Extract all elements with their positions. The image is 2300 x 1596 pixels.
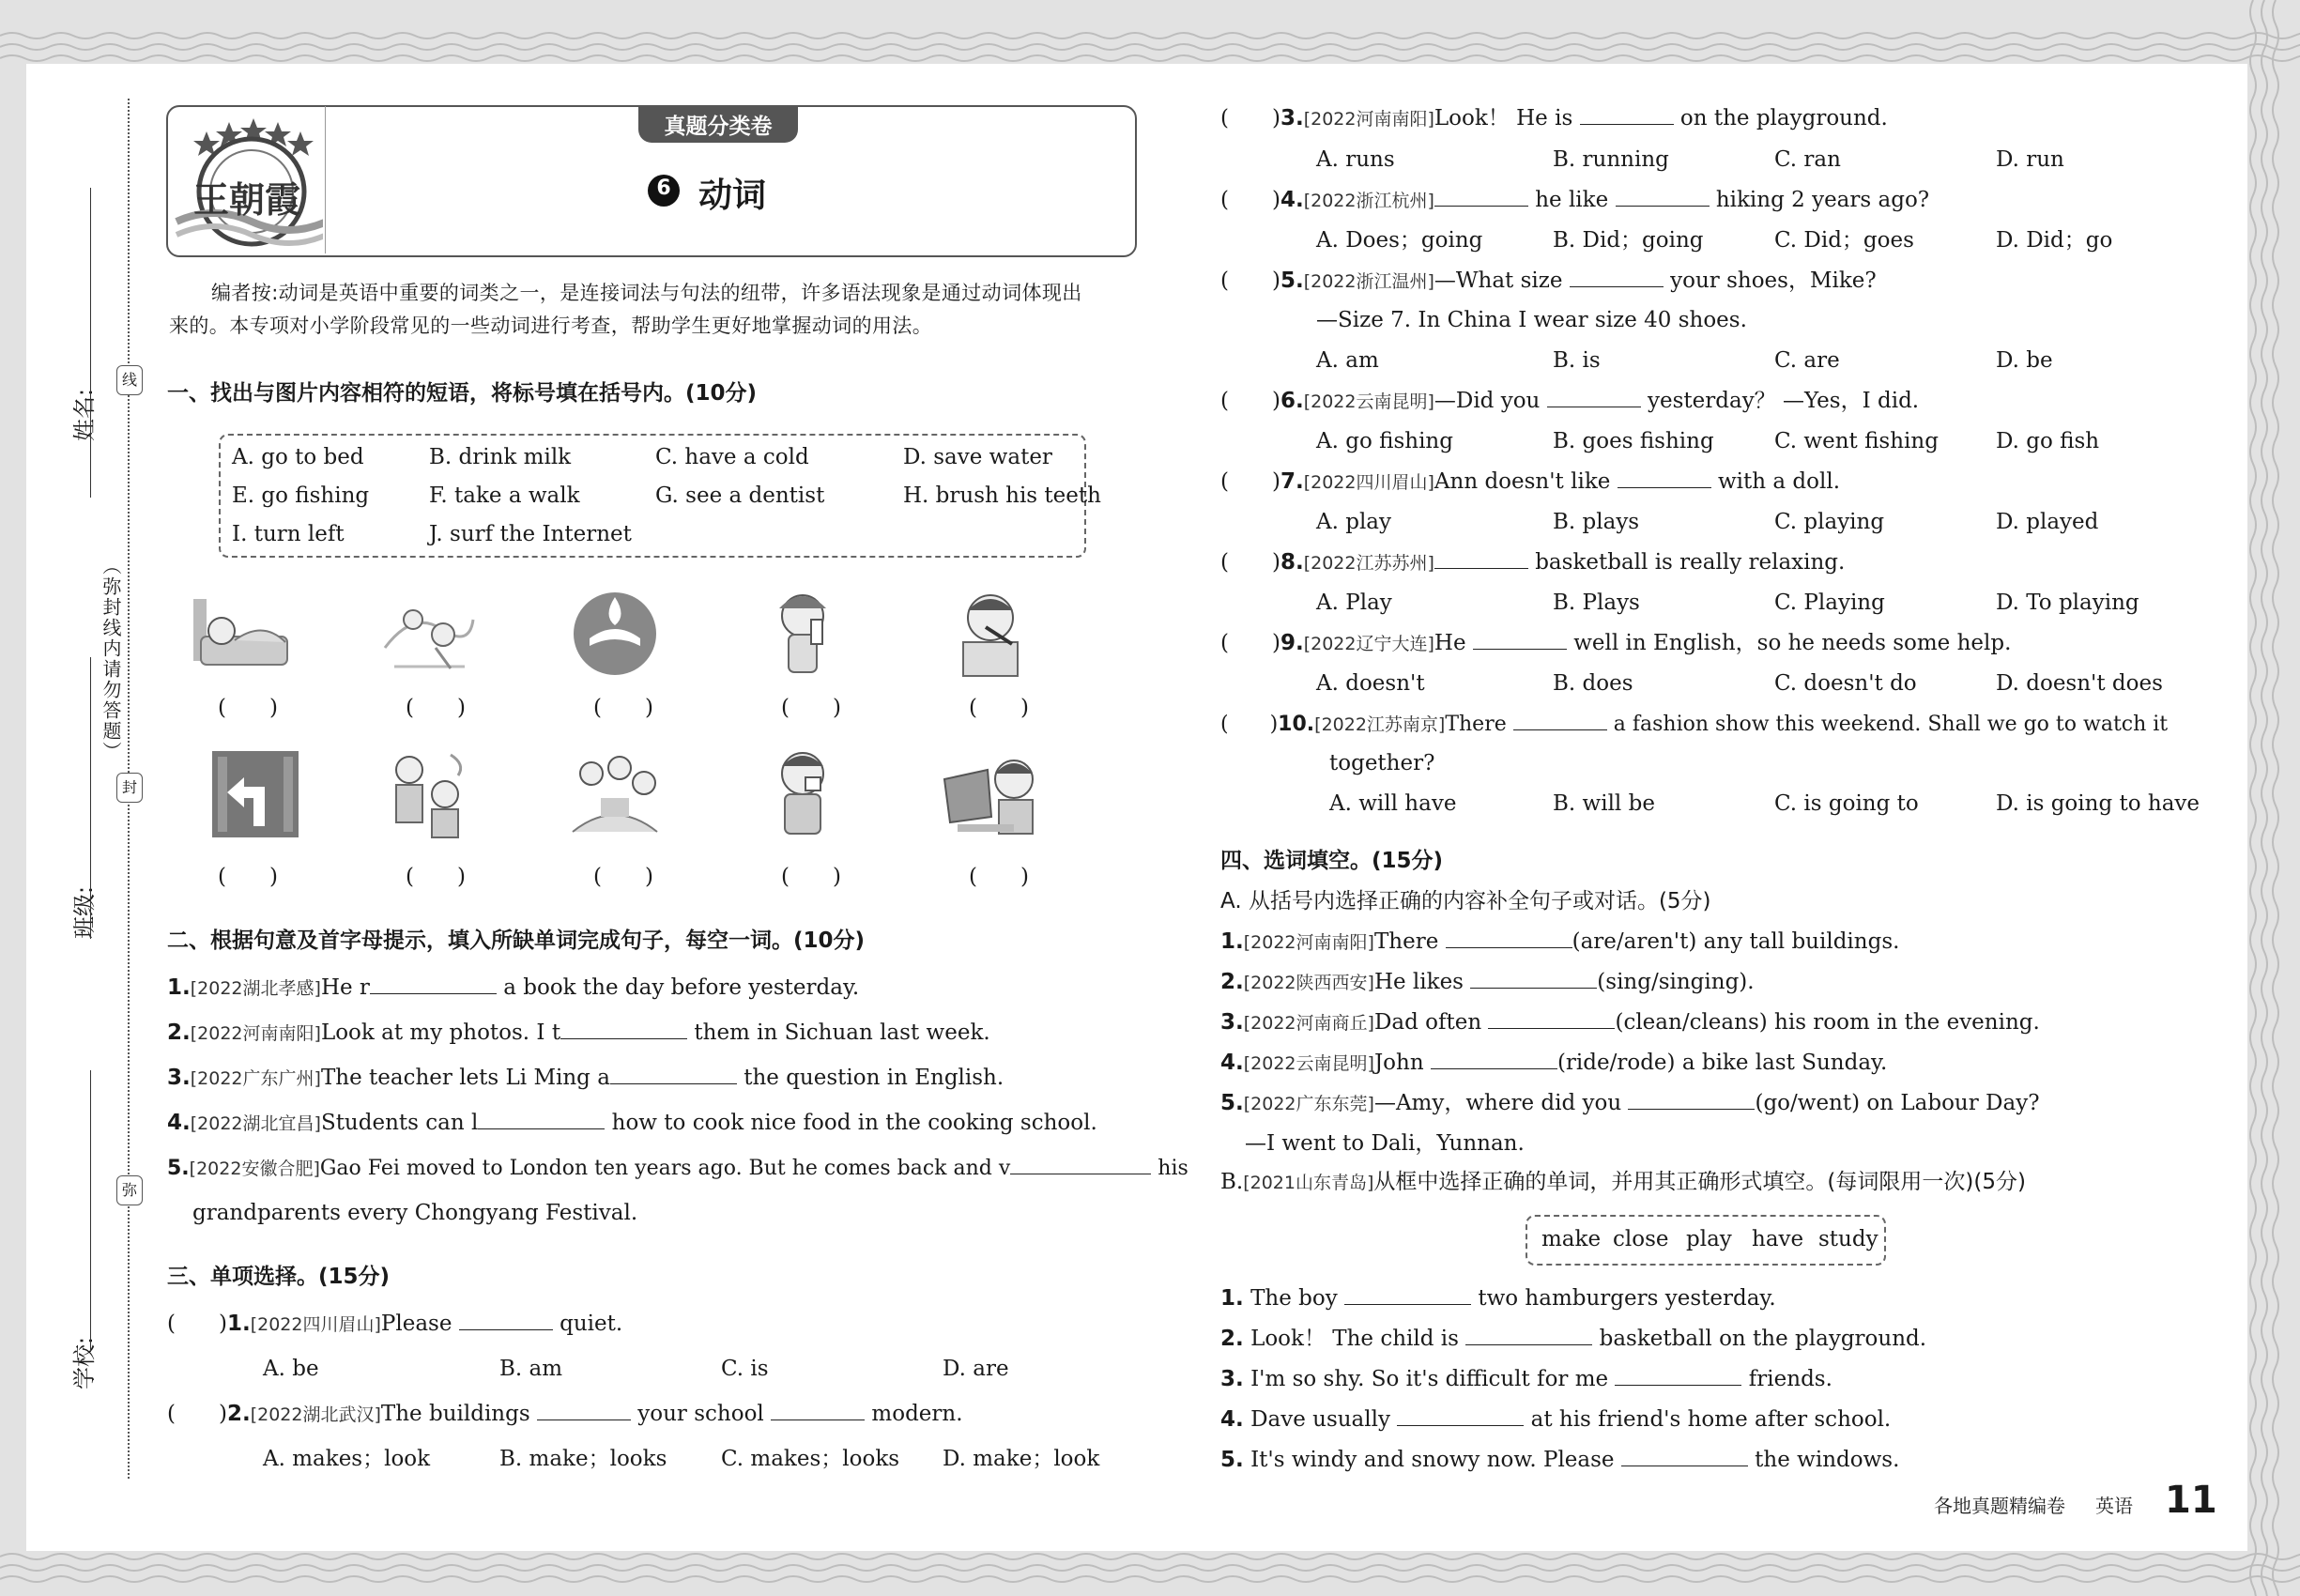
part1-title: 一、找出与图片内容相符的短语，将标号填在括号内。(10分) — [167, 381, 758, 406]
seal-mark-line: 线 — [116, 365, 143, 395]
p3-opt: C. makes；looks — [721, 1447, 900, 1471]
p3-opt: A. be — [263, 1357, 319, 1381]
answer-paren[interactable]: ( ) — [781, 696, 841, 720]
answer-paren[interactable]: ( ) — [593, 865, 653, 889]
p3-opt: D. To playing — [1996, 591, 2139, 615]
p3-opt: D. doesn't does — [1996, 671, 2163, 696]
answer-paren[interactable]: ( ) — [1220, 631, 1280, 655]
p3-item-10: ( )10.[2022江苏南京]There a fashion show this weekend. Shall we go to watch it — [1220, 713, 2169, 736]
phrase-option: F. take a walk — [429, 483, 580, 508]
p3-opt: B. Did；going — [1553, 228, 1704, 253]
footer-subject: 英语 — [2095, 1495, 2133, 1517]
picture-children-outdoors — [376, 582, 479, 685]
p3-opt: A. Play — [1316, 591, 1392, 615]
footer-book: 各地真题精编卷 — [1934, 1495, 2065, 1517]
answer-blank[interactable] — [1470, 969, 1597, 989]
p3-opt: C. went fishing — [1774, 429, 1939, 453]
wave-line — [2250, 0, 2256, 1596]
p2-item-2: 2.[2022河南南阳]Look at my photos. I t them in Sichuan last week. — [167, 1021, 990, 1045]
p3-item-1: ( )1.[2022四川眉山]Please quiet. — [167, 1312, 623, 1336]
p3-item-10-cont: together? — [1329, 751, 1435, 775]
answer-paren[interactable]: ( ) — [593, 696, 653, 720]
brand-logo-name: 王朝霞 — [193, 179, 301, 221]
word-box-word: have — [1752, 1227, 1804, 1251]
p3-item-2: ( )2.[2022湖北武汉]The buildings your school modern. — [167, 1402, 963, 1426]
school-line — [90, 1070, 91, 1352]
picture-boy-with-cold — [751, 742, 854, 845]
answer-paren[interactable]: ( ) — [1220, 469, 1280, 494]
p3-opt: A. runs — [1316, 147, 1395, 172]
p3-opt: D. played — [1996, 510, 2099, 534]
answer-blank[interactable] — [1344, 1285, 1471, 1305]
answer-paren[interactable]: ( ) — [969, 696, 1029, 720]
answer-blank[interactable] — [560, 1020, 687, 1039]
p2-item-4: 4.[2022湖北宜昌]Students can l how to cook nice food in the cooking school. — [167, 1111, 1097, 1135]
p3-opt: D. go fish — [1996, 429, 2100, 453]
answer-blank[interactable] — [1628, 1090, 1755, 1110]
answer-paren[interactable]: ( ) — [1220, 550, 1280, 575]
phrase-option: A. go to bed — [232, 445, 364, 469]
answer-paren[interactable]: ( ) — [1220, 188, 1280, 212]
intro-line-2: 来的。本专项对小学阶段常见的一些动词进行考查，帮助学生更好地掌握动词的用法。 — [169, 315, 933, 337]
p3-item-7: ( )7.[2022四川眉山]Ann doesn't like with a doll. — [1220, 469, 1841, 494]
p3-opt: A. will have — [1329, 791, 1457, 816]
p2-item-5-cont: grandparents every Chongyang Festival. — [192, 1201, 638, 1225]
word-box-word: make — [1541, 1227, 1602, 1251]
p3-opt: D. be — [1996, 348, 2053, 373]
picture-boy-brushing-teeth — [939, 582, 1042, 685]
p4a-item-1: 1.[2022河南南阳]There (are/aren't) any tall buildings. — [1220, 929, 1900, 954]
p3-opt: A. doesn't — [1316, 671, 1425, 696]
answer-blank[interactable] — [1465, 1326, 1592, 1345]
wave-line — [2262, 0, 2267, 1596]
wave-line — [0, 1576, 2300, 1582]
phrase-option: B. drink milk — [429, 445, 572, 469]
answer-paren[interactable]: ( ) — [406, 696, 466, 720]
part3-title: 三、单项选择。(15分) — [167, 1265, 391, 1289]
p2-item-1: 1.[2022湖北孝感]He r a book the day before yesterday. — [167, 975, 860, 1000]
picture-family-activity — [376, 742, 479, 845]
answer-blank[interactable] — [1621, 1447, 1748, 1466]
answer-blank[interactable] — [1434, 187, 1528, 207]
p4a-item-4: 4.[2022云南昆明]John (ride/rode) a bike last Sunday. — [1220, 1051, 1888, 1075]
p3-opt: A. makes；look — [263, 1447, 431, 1471]
p3-opt: A. Does；going — [1316, 228, 1483, 253]
p3-opt: A. play — [1316, 510, 1392, 534]
p3-opt: D. Did；go — [1996, 228, 2113, 253]
picture-girl-drinking-milk — [751, 582, 854, 685]
p3-opt: B. is — [1553, 348, 1601, 373]
answer-blank[interactable] — [1570, 268, 1664, 287]
p4a-item-3: 3.[2022河南商丘]Dad often (clean/cleans) his room in the evening. — [1220, 1010, 2040, 1035]
word-box-word: close — [1613, 1227, 1669, 1251]
p2-item-5: 5.[2022安徽合肥]Gao Fei moved to London ten years ago. But he comes back and v his — [167, 1157, 1188, 1180]
picture-boy-at-computer — [939, 742, 1042, 845]
part2-title: 二、根据句意及首字母提示，填入所缺单词完成句子，每空一词。(10分) — [167, 928, 866, 953]
p3-opt: A. go fishing — [1316, 429, 1453, 453]
answer-blank[interactable] — [370, 974, 497, 994]
picture-water-drop-sign — [563, 582, 667, 685]
p3-item-4: ( )4.[2022浙江杭州] he like hiking 2 years ago? — [1220, 188, 1930, 212]
answer-blank[interactable] — [1446, 928, 1572, 948]
p4a-item-2: 2.[2022陕西西安]He likes (sing/singing). — [1220, 970, 1755, 994]
part4-a-title: A. 从括号内选择正确的内容补全句子或对话。(5分) — [1220, 889, 1711, 913]
p3-opt: B. plays — [1553, 510, 1640, 534]
p3-item-8: ( )8.[2022江苏苏州] basketball is really relaxing. — [1220, 550, 1846, 575]
wave-line — [0, 1554, 2300, 1559]
p3-opt: B. Plays — [1553, 591, 1640, 615]
answer-paren[interactable]: ( ) — [167, 1312, 227, 1336]
answer-blank[interactable] — [1397, 1406, 1524, 1426]
phrase-option: C. have a cold — [655, 445, 809, 469]
seal-mark-seal: 封 — [116, 773, 143, 803]
answer-blank[interactable] — [771, 1401, 865, 1420]
seal-mark-close: 弥 — [116, 1175, 143, 1205]
wave-line — [2273, 0, 2278, 1596]
phrase-option: G. see a dentist — [655, 483, 825, 508]
picture-sleeping-boy — [188, 582, 291, 685]
p4a-item-5: 5.[2022广东东莞]—Amy，where did you (go/went) on Labour Day? — [1220, 1091, 2040, 1115]
answer-paren[interactable]: ( ) — [1220, 269, 1280, 293]
p3-item-5: ( )5.[2022浙江温州]—What size your shoes，Mike? — [1220, 269, 1877, 293]
answer-paren[interactable]: ( ) — [406, 865, 466, 889]
answer-paren[interactable]: ( ) — [1220, 389, 1280, 413]
wave-line — [0, 1565, 2300, 1571]
page-number: 11 — [2165, 1479, 2217, 1522]
picture-turn-left-sign — [212, 751, 299, 837]
phrase-option: J. surf the Internet — [429, 522, 632, 546]
p2-item-3: 3.[2022广东广州]The teacher lets Li Ming a the question in English. — [167, 1066, 1004, 1090]
p3-opt: B. am — [499, 1357, 563, 1381]
answer-blank[interactable] — [459, 1311, 553, 1330]
p3-opt: C. doesn't do — [1774, 671, 1917, 696]
p4b-item-1: 1. The boy two hamburgers yesterday. — [1220, 1286, 1776, 1311]
p3-opt: B. will be — [1553, 791, 1655, 816]
p3-opt: C. is — [721, 1357, 769, 1381]
phrase-option: E. go fishing — [232, 483, 370, 508]
class-line — [90, 657, 91, 939]
answer-blank[interactable] — [1618, 468, 1711, 488]
wave-line — [0, 55, 2300, 61]
phrase-option: H. brush his teeth — [903, 483, 1101, 508]
answer-blank[interactable] — [478, 1110, 605, 1129]
p4a-item-5-cont: —I went to Dali，Yunnan. — [1245, 1131, 1525, 1156]
unit-title: 动词 — [698, 176, 767, 215]
answer-paren[interactable]: ( ) — [1220, 106, 1280, 130]
intro-line-1: 编者按:动词是英语中重要的词类之一，是连接词法与句法的纽带，许多语法现象是通过动词体现出 — [211, 282, 1082, 304]
answer-blank[interactable] — [537, 1401, 631, 1420]
unit-number: 6 — [656, 176, 671, 200]
p3-opt: D. is going to have — [1996, 791, 2200, 816]
answer-blank[interactable] — [1473, 630, 1567, 650]
banner-label: 真题分类卷 — [664, 115, 773, 139]
answer-blank[interactable] — [1010, 1155, 1151, 1174]
p3-opt: B. does — [1553, 671, 1633, 696]
p3-opt: A. am — [1316, 348, 1379, 373]
part4-b-title: B.[2021山东青岛]从框中选择正确的单词，并用其正确形式填空。(每词限用一次)(5分) — [1220, 1170, 2026, 1194]
p3-opt: C. playing — [1774, 510, 1885, 534]
answer-blank[interactable] — [1431, 1050, 1557, 1069]
answer-blank[interactable] — [610, 1065, 737, 1084]
p3-opt: D. are — [943, 1357, 1009, 1381]
p3-opt: B. running — [1553, 147, 1669, 172]
name-label: 姓名: — [71, 388, 98, 441]
seal-note: （弥封线内请勿答题） — [100, 556, 122, 762]
p3-item-6: ( )6.[2022云南昆明]—Did you yesterday？ —Yes，I did. — [1220, 389, 1920, 413]
p3-opt: C. Did；goes — [1774, 228, 1914, 253]
p3-item-5-cont: —Size 7. In China I wear size 40 shoes. — [1316, 308, 1747, 332]
answer-blank[interactable] — [1488, 1009, 1615, 1029]
p3-opt: D. make；look — [943, 1447, 1100, 1471]
wave-line — [0, 44, 2300, 50]
p3-opt: B. make；looks — [499, 1447, 667, 1471]
p3-item-3: ( )3.[2022河南南阳]Look！ He is on the playground. — [1220, 106, 1888, 130]
p3-item-9: ( )9.[2022辽宁大连]He well in English，so he needs some help. — [1220, 631, 2012, 655]
answer-blank[interactable] — [1434, 549, 1528, 569]
answer-blank[interactable] — [1615, 1366, 1741, 1386]
header-divider — [325, 106, 326, 253]
p3-opt: C. ran — [1774, 147, 1841, 172]
p4b-item-3: 3. I'm so shy. So it's difficult for me friends. — [1220, 1367, 1832, 1391]
phrase-option: D. save water — [903, 445, 1052, 469]
school-label: 学校: — [71, 1336, 98, 1389]
word-box-word: play — [1686, 1227, 1732, 1251]
part4-title: 四、选词填空。(15分) — [1220, 849, 1444, 873]
p4b-item-2: 2. Look！ The child is basketball on the playground. — [1220, 1327, 1927, 1351]
p4b-item-5: 5. It's windy and snowy now. Please the windows. — [1220, 1448, 1900, 1472]
name-line — [90, 188, 91, 498]
p3-opt: C. Playing — [1774, 591, 1885, 615]
answer-paren[interactable]: ( ) — [167, 1402, 227, 1426]
p3-opt: B. goes fishing — [1553, 429, 1714, 453]
answer-blank[interactable] — [1616, 187, 1710, 207]
picture-group-of-kids — [563, 742, 667, 845]
answer-blank[interactable] — [1580, 105, 1674, 125]
answer-blank[interactable] — [1547, 388, 1641, 407]
p3-opt: C. is going to — [1774, 791, 1919, 816]
p4b-item-4: 4. Dave usually at his friend's home after school. — [1220, 1407, 1892, 1432]
answer-paren[interactable]: ( ) — [969, 865, 1029, 889]
answer-paren[interactable]: ( ) — [218, 696, 278, 720]
word-box-word: study — [1818, 1227, 1878, 1251]
answer-paren[interactable]: ( ) — [1220, 713, 1279, 736]
p3-opt: D. run — [1996, 147, 2064, 172]
p3-opt: C. are — [1774, 348, 1840, 373]
class-label: 班级: — [71, 885, 98, 939]
wave-line — [0, 33, 2300, 38]
answer-paren[interactable]: ( ) — [218, 865, 278, 889]
answer-paren[interactable]: ( ) — [781, 865, 841, 889]
phrase-option: I. turn left — [232, 522, 345, 546]
answer-blank[interactable] — [1513, 711, 1607, 730]
